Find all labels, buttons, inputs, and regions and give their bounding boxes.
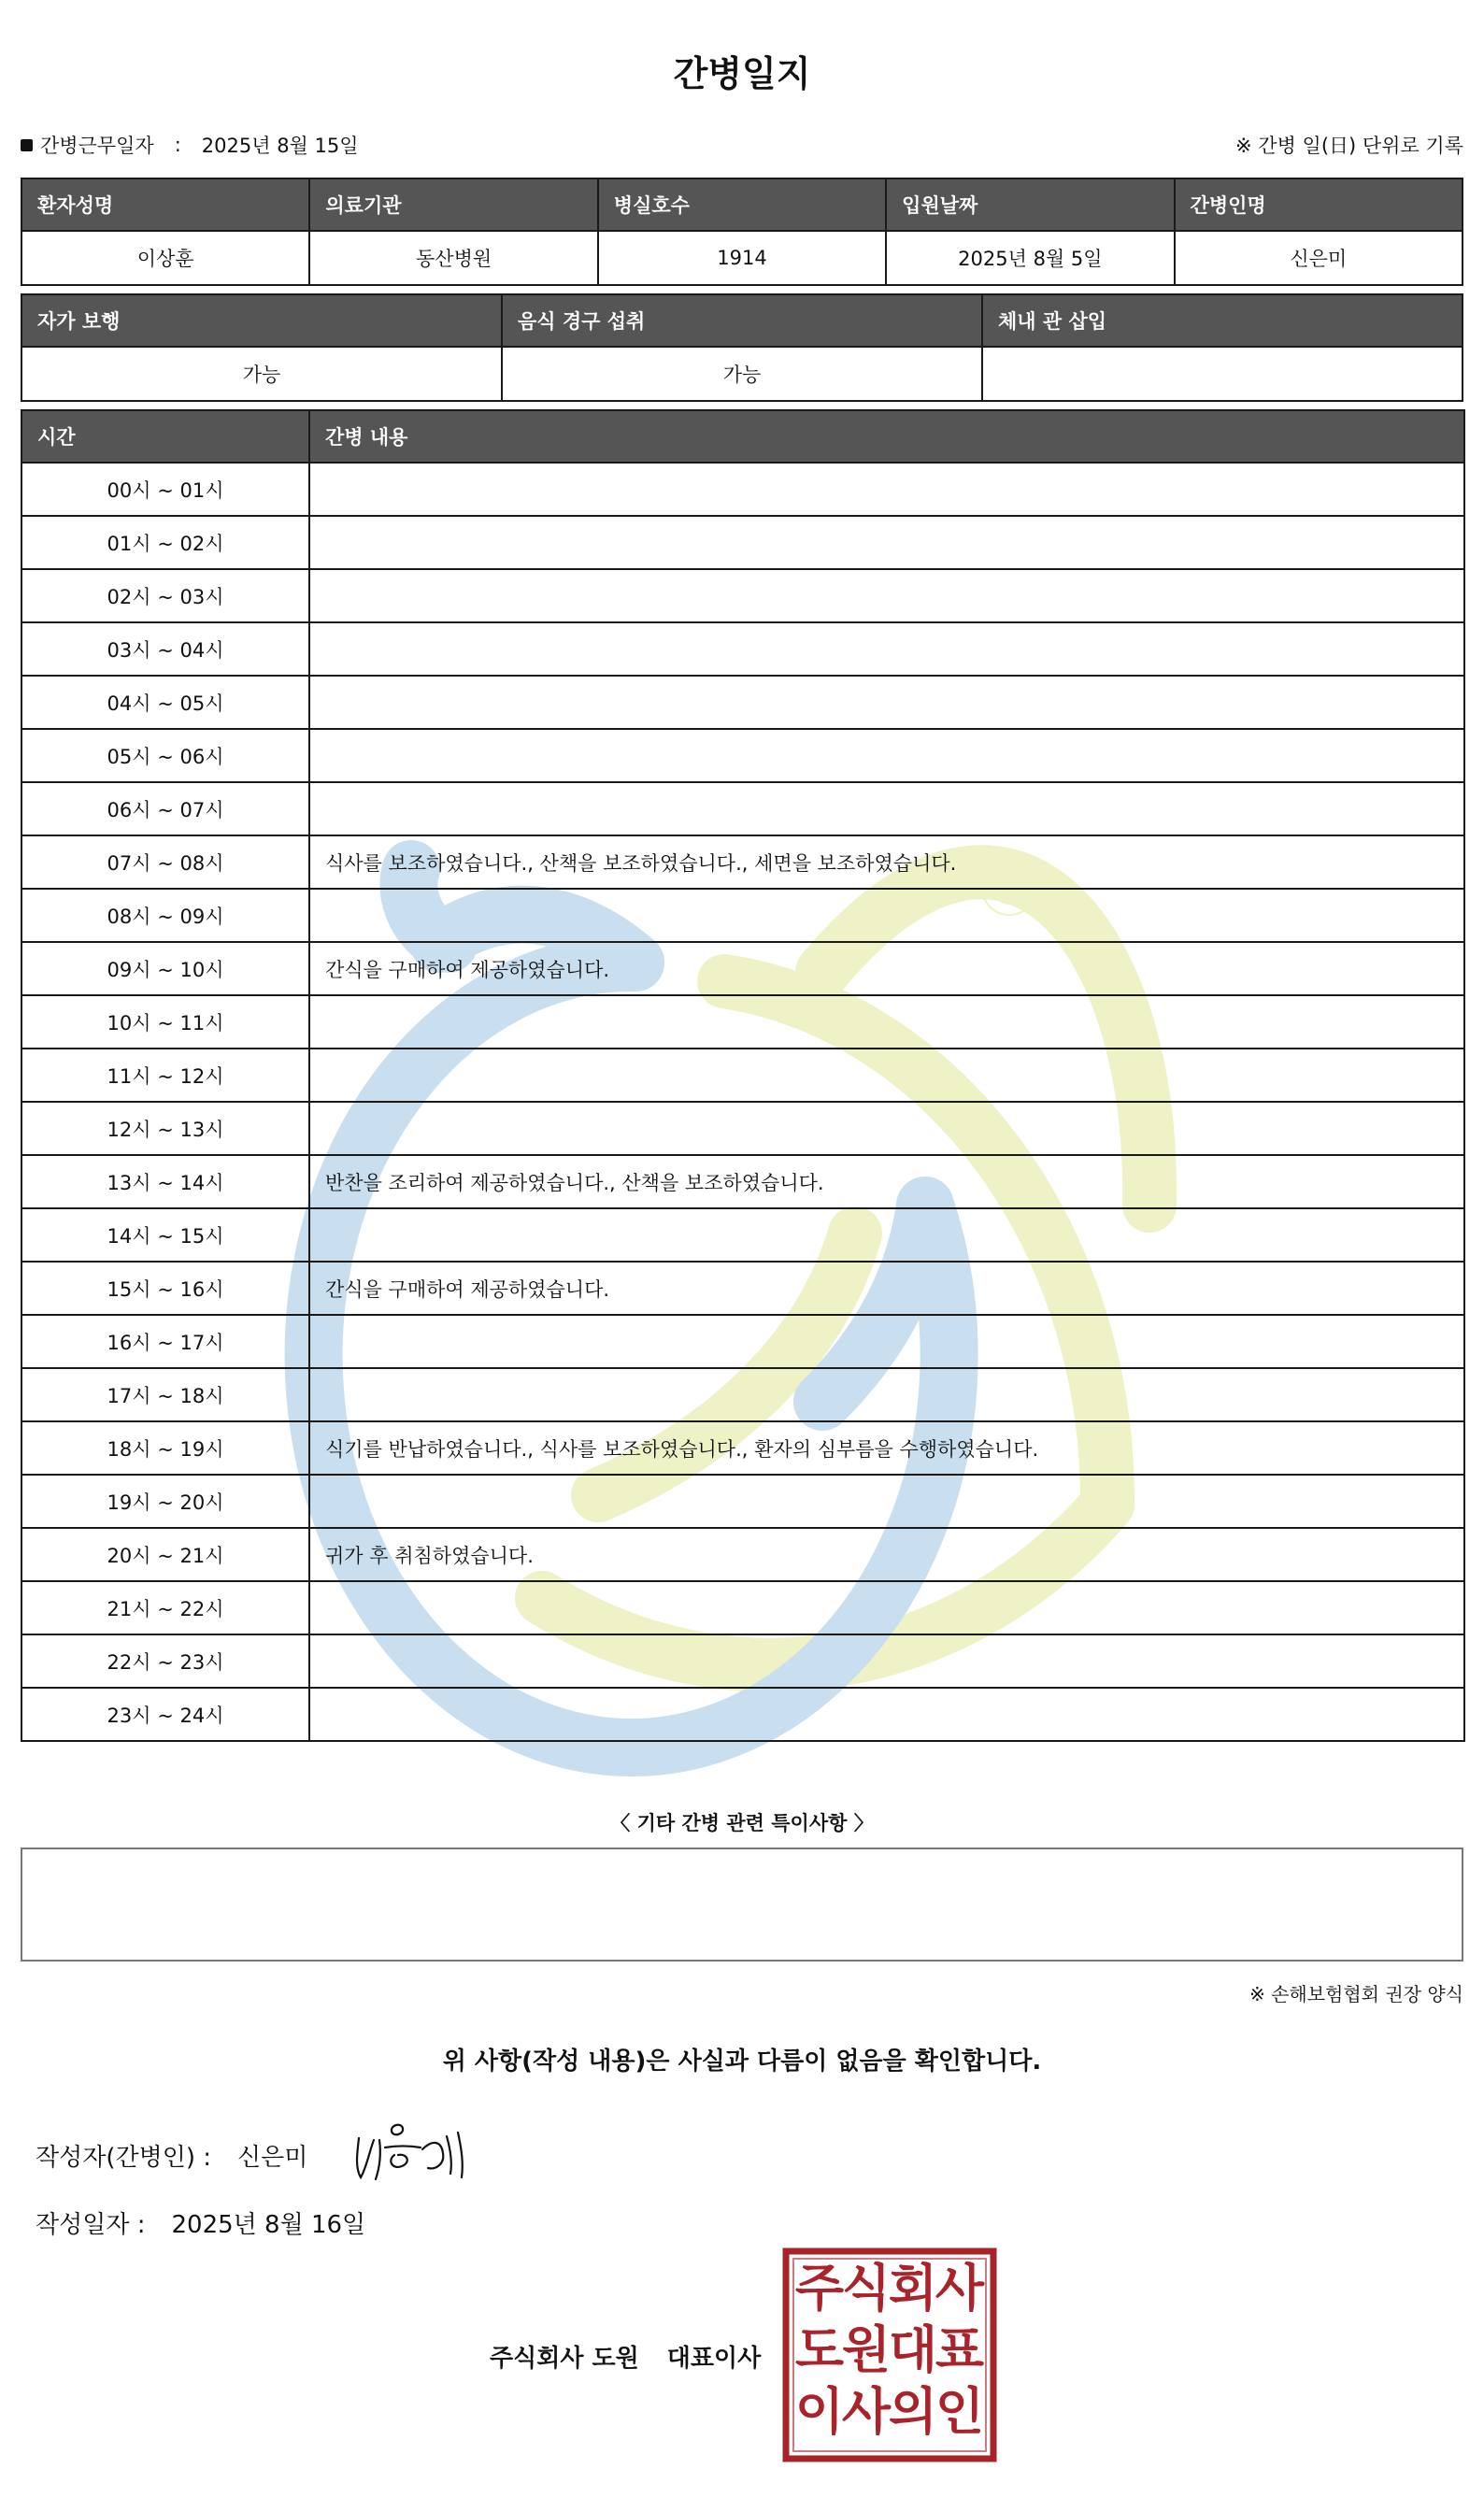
time-cell: 05시 ~ 06시 — [21, 729, 309, 782]
recommendation-note: ※ 손해보험협회 권장 양식 — [1249, 1983, 1463, 2005]
value-room-number: 1914 — [598, 231, 886, 285]
write-date-label: 작성일자 : — [36, 2211, 146, 2239]
header-tube-insertion: 체내 관 삽입 — [982, 294, 1463, 347]
table-row — [21, 1049, 1464, 1102]
work-date — [21, 131, 359, 159]
work-date-value: 2025년 8월 15일 — [201, 135, 359, 157]
time-cell: 16시 ~ 17시 — [21, 1315, 309, 1368]
write-date-line — [36, 2205, 365, 2240]
seal-char: 대 — [888, 2320, 938, 2379]
value-hospital: 동산병원 — [309, 231, 597, 285]
time-cell: 00시 ~ 01시 — [21, 463, 309, 516]
time-cell: 09시 ~ 10시 — [21, 942, 309, 995]
care-content-cell — [309, 1581, 1464, 1634]
table-row — [21, 1368, 1464, 1421]
table-row — [21, 347, 1463, 401]
care-content-cell — [309, 676, 1464, 729]
table-row — [21, 1688, 1464, 1741]
table-row — [21, 1634, 1464, 1688]
table-row — [21, 1102, 1464, 1155]
header-time: 시간 — [21, 410, 309, 463]
handwritten-signature — [338, 2112, 507, 2196]
header-care-content: 간병 내용 — [309, 410, 1464, 463]
table-row — [21, 835, 1464, 889]
time-cell: 08시 ~ 09시 — [21, 889, 309, 942]
patient-status-table — [21, 293, 1463, 402]
value-oral-intake: 가능 — [502, 347, 982, 401]
document-title: 간병일지 — [673, 53, 811, 94]
care-content-cell: 귀가 후 취침하였습니다. — [309, 1528, 1464, 1581]
write-date-value: 2025년 8월 16일 — [171, 2211, 366, 2239]
time-cell: 18시 ~ 19시 — [21, 1421, 309, 1475]
header-caregiver-name: 간병인명 — [1175, 178, 1463, 231]
writer-label: 작성자(간병인) : — [36, 2144, 212, 2172]
seal-char: 사 — [841, 2382, 892, 2441]
header-patient-name: 환자성명 — [21, 178, 309, 231]
table-row — [21, 1208, 1464, 1262]
care-content-cell — [309, 1208, 1464, 1262]
company-name: 주식회사 도원 — [490, 2345, 639, 2373]
seal-char: 도 — [794, 2320, 845, 2379]
time-cell: 13시 ~ 14시 — [21, 1155, 309, 1208]
table-row — [21, 569, 1464, 622]
notes-box — [21, 1848, 1463, 1962]
writer-line — [36, 2138, 307, 2173]
time-cell: 14시 ~ 15시 — [21, 1208, 309, 1262]
time-cell: 02시 ~ 03시 — [21, 569, 309, 622]
work-date-separator: : — [174, 134, 181, 156]
seal-char: 회 — [888, 2259, 938, 2318]
table-row — [21, 889, 1464, 942]
time-cell: 15시 ~ 16시 — [21, 1262, 309, 1315]
care-content-cell — [309, 1315, 1464, 1368]
table-header-row — [21, 178, 1463, 231]
time-cell: 22시 ~ 23시 — [21, 1634, 309, 1688]
meta-row — [21, 131, 1463, 164]
hourly-log-table — [21, 409, 1465, 1742]
table-row — [21, 516, 1464, 569]
company-seal-stamp — [782, 2247, 997, 2462]
time-cell: 01시 ~ 02시 — [21, 516, 309, 569]
header-hospital: 의료기관 — [309, 178, 597, 231]
seal-char: 의 — [888, 2382, 938, 2441]
time-cell: 20시 ~ 21시 — [21, 1528, 309, 1581]
table-row — [21, 1581, 1464, 1634]
care-content-cell — [309, 463, 1464, 516]
care-content-cell — [309, 1688, 1464, 1741]
value-patient-name: 이상훈 — [21, 231, 309, 285]
patient-info-table — [21, 178, 1463, 286]
value-tube-insertion — [982, 347, 1463, 401]
care-content-cell: 간식을 구매하여 제공하였습니다. — [309, 942, 1464, 995]
value-self-walking: 가능 — [21, 347, 502, 401]
care-content-cell — [309, 569, 1464, 622]
company-rep: 대표이사 — [666, 2345, 762, 2373]
time-cell: 17시 ~ 18시 — [21, 1368, 309, 1421]
time-cell: 03시 ~ 04시 — [21, 622, 309, 676]
bullet-square-icon — [21, 139, 33, 151]
care-content-cell — [309, 1102, 1464, 1155]
value-admission-date: 2025년 8월 5일 — [886, 231, 1174, 285]
table-row — [21, 1475, 1464, 1528]
value-caregiver-name: 신은미 — [1175, 231, 1463, 285]
time-cell: 12시 ~ 13시 — [21, 1102, 309, 1155]
header-oral-intake: 음식 경구 섭취 — [502, 294, 982, 347]
care-content-cell: 반찬을 조리하여 제공하였습니다., 산책을 보조하였습니다. — [309, 1155, 1464, 1208]
time-cell: 04시 ~ 05시 — [21, 676, 309, 729]
notes-title: 〈 기타 간병 관련 특이사항 〉 — [610, 1812, 874, 1834]
header-room-number: 병실호수 — [598, 178, 886, 231]
care-content-cell — [309, 782, 1464, 835]
table-header-row — [21, 294, 1463, 347]
table-header-row — [21, 410, 1464, 463]
time-cell: 11시 ~ 12시 — [21, 1049, 309, 1102]
seal-char: 식 — [841, 2259, 892, 2318]
log-body — [21, 463, 1464, 1741]
care-content-cell — [309, 1634, 1464, 1688]
table-row — [21, 622, 1464, 676]
table-row — [21, 463, 1464, 516]
seal-char: 표 — [935, 2320, 985, 2379]
care-content-cell — [309, 516, 1464, 569]
seal-char: 주 — [794, 2259, 845, 2318]
header-admission-date: 입원날짜 — [886, 178, 1174, 231]
record-note: ※ 간병 일(日) 단위로 기록 — [1235, 135, 1463, 157]
table-row — [21, 1155, 1464, 1208]
care-content-cell — [309, 889, 1464, 942]
writer-name: 신은미 — [237, 2144, 308, 2172]
seal-char: 원 — [841, 2320, 892, 2379]
table-row — [21, 782, 1464, 835]
seal-char: 이 — [794, 2382, 845, 2441]
care-content-cell — [309, 1049, 1464, 1102]
time-cell: 07시 ~ 08시 — [21, 835, 309, 889]
table-row — [21, 1262, 1464, 1315]
table-row — [21, 1421, 1464, 1475]
care-content-cell: 간식을 구매하여 제공하였습니다. — [309, 1262, 1464, 1315]
seal-char: 사 — [935, 2259, 985, 2318]
care-content-cell — [309, 995, 1464, 1049]
table-row — [21, 995, 1464, 1049]
time-cell: 23시 ~ 24시 — [21, 1688, 309, 1741]
care-content-cell — [309, 729, 1464, 782]
table-row — [21, 676, 1464, 729]
time-cell: 10시 ~ 11시 — [21, 995, 309, 1049]
time-cell: 21시 ~ 22시 — [21, 1581, 309, 1634]
time-cell: 19시 ~ 20시 — [21, 1475, 309, 1528]
seal-char: 인 — [935, 2382, 985, 2441]
seal-characters — [795, 2259, 985, 2441]
company-line — [490, 2339, 761, 2374]
table-row — [21, 942, 1464, 995]
table-row — [21, 1315, 1464, 1368]
care-content-cell — [309, 1475, 1464, 1528]
table-row — [21, 729, 1464, 782]
header-self-walking: 자가 보행 — [21, 294, 502, 347]
care-content-cell — [309, 1368, 1464, 1421]
confirmation-statement: 위 사항(작성 내용)은 사실과 다름이 없음을 확인합니다. — [442, 2048, 1042, 2076]
care-content-cell: 식사를 보조하였습니다., 산책을 보조하였습니다., 세면을 보조하였습니다. — [309, 835, 1464, 889]
work-date-label: 간병근무일자 — [40, 135, 154, 157]
table-row — [21, 1528, 1464, 1581]
care-content-cell: 식기를 반납하였습니다., 식사를 보조하였습니다., 환자의 심부름을 수행하였습니다. — [309, 1421, 1464, 1475]
time-cell: 06시 ~ 07시 — [21, 782, 309, 835]
care-content-cell — [309, 622, 1464, 676]
table-row — [21, 231, 1463, 285]
